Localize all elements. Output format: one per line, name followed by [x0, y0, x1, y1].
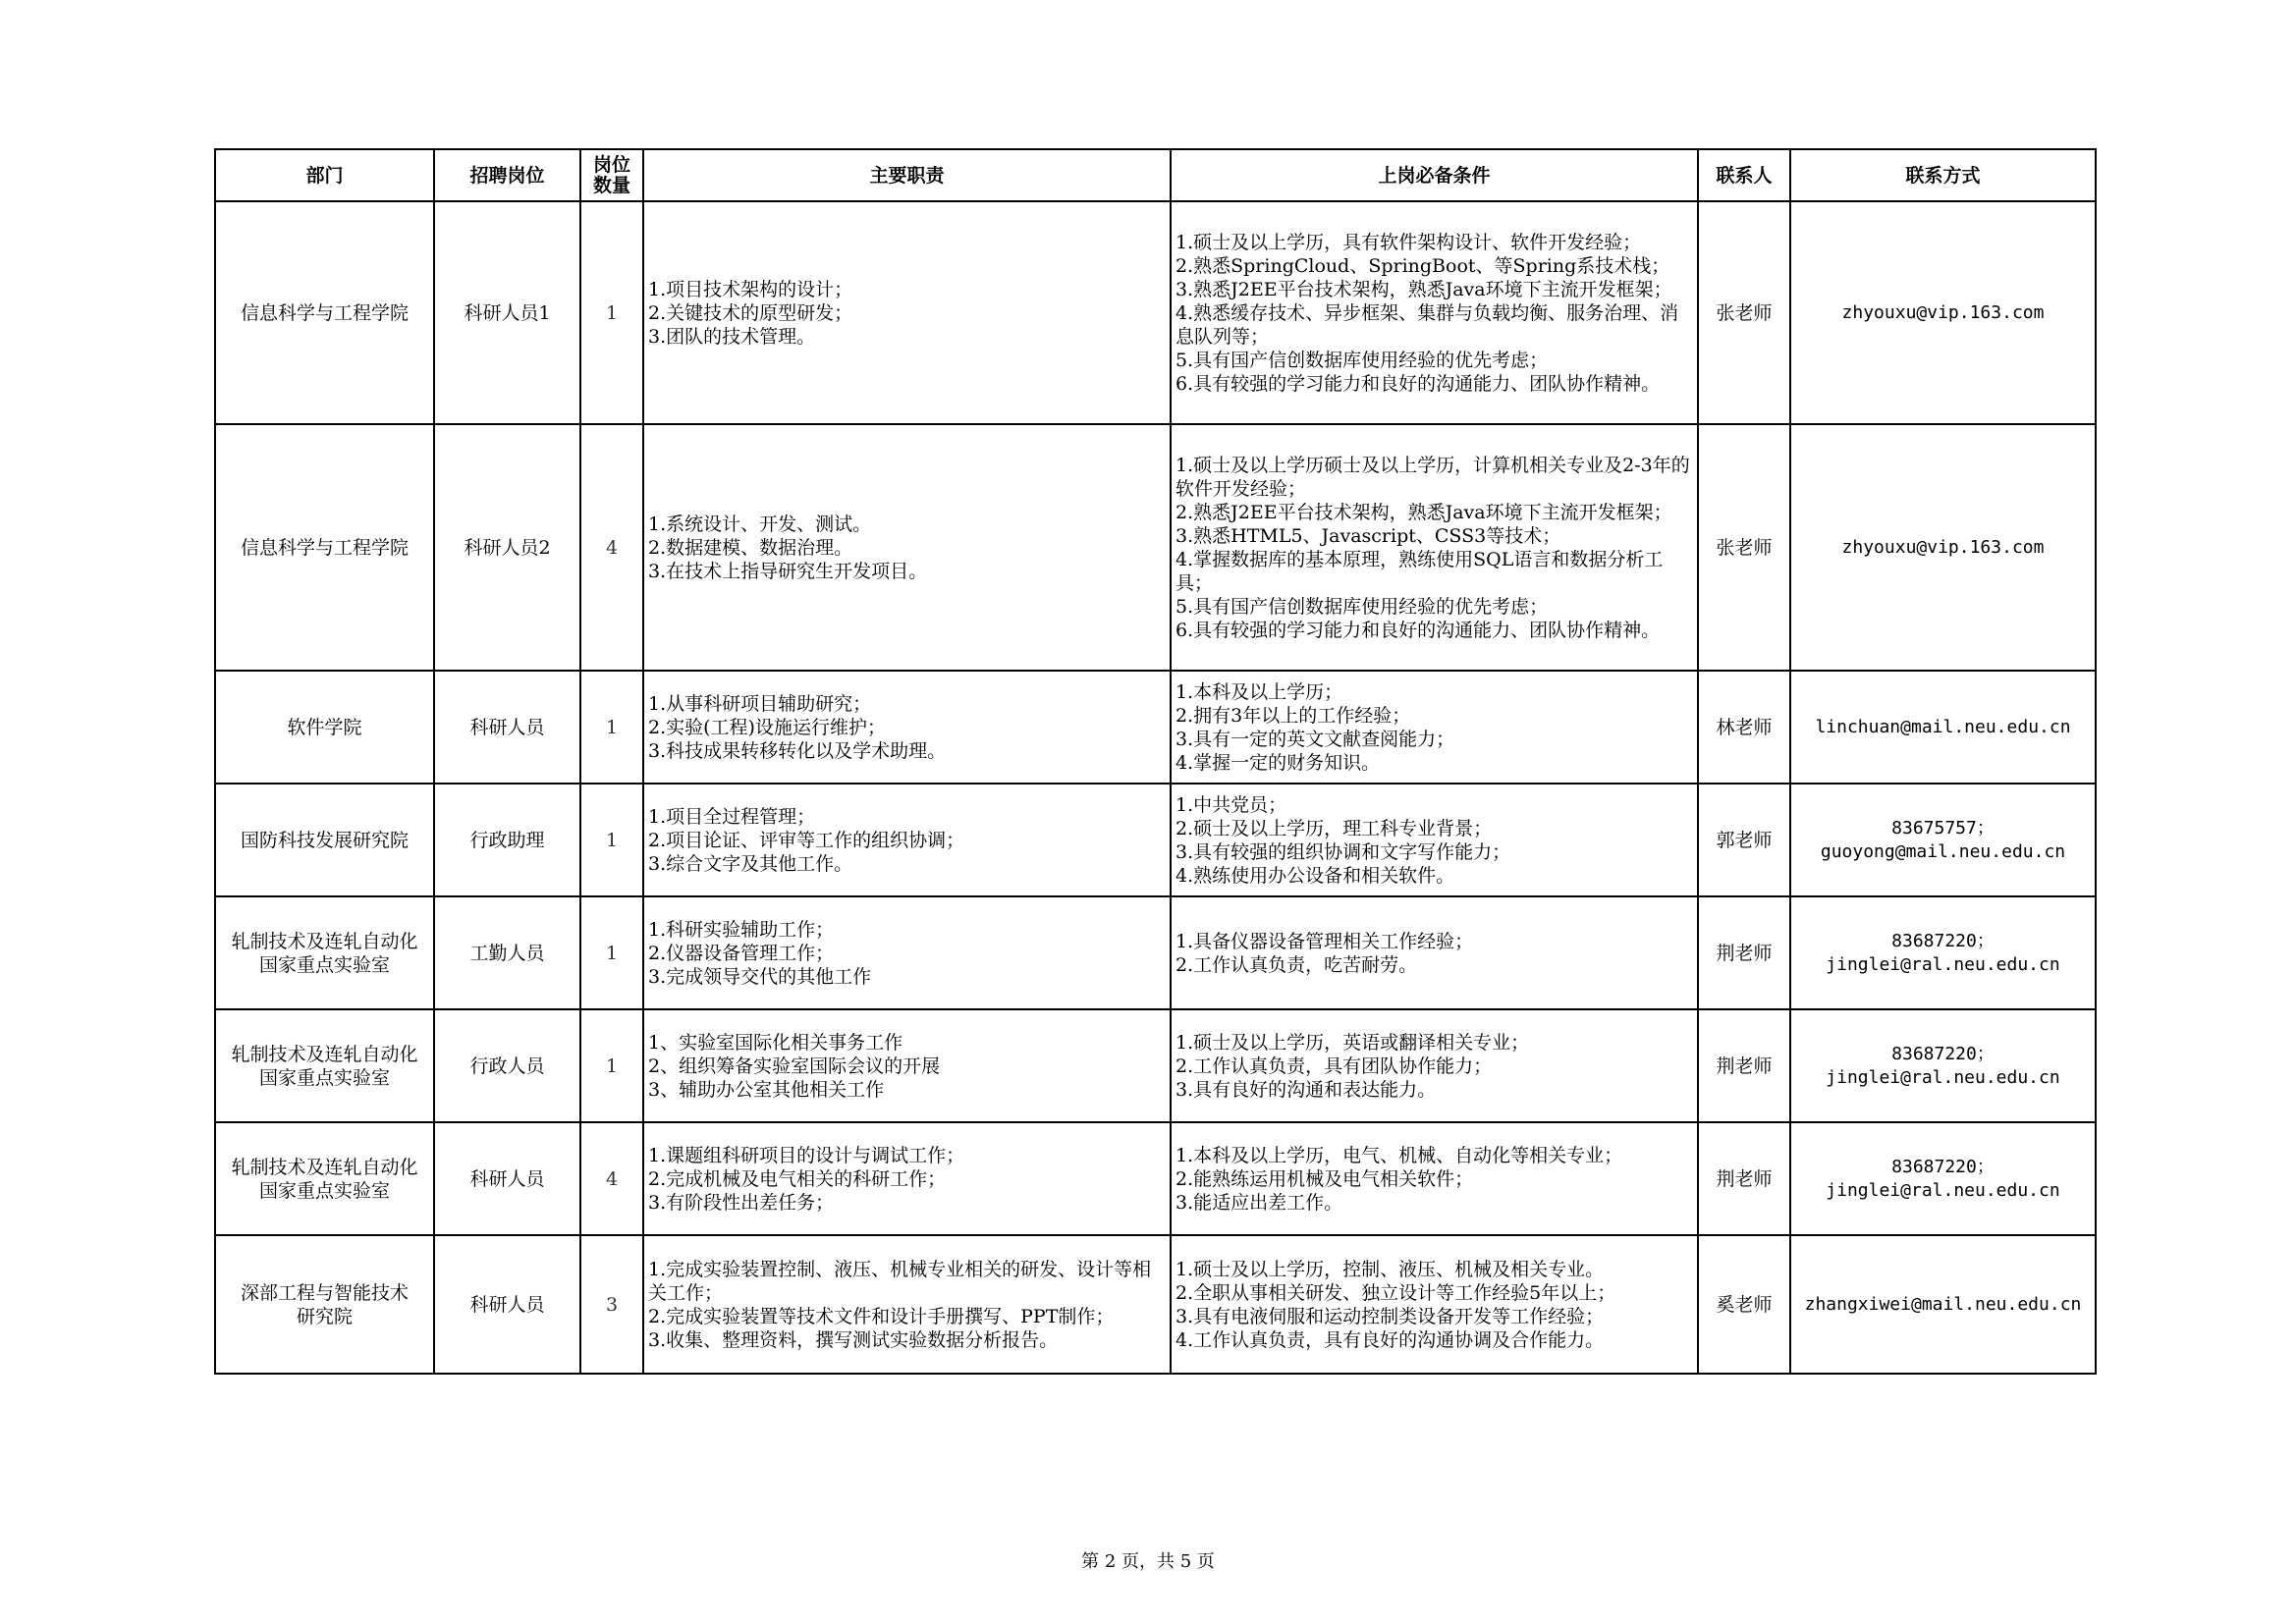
post-cell: 科研人员2 [434, 424, 580, 671]
page-number-footer: 第 2 页，共 5 页 [1081, 1551, 1215, 1572]
duties-cell: 1.完成实验装置控制、液压、机械专业相关的研发、设计等相关工作； 2.完成实验装置等技术文件和设计手册撰写、PPT制作； 3.收集、整理资料，撰写测试实验数据分析报告。 [643, 1235, 1171, 1374]
count-cell: 1 [580, 1009, 643, 1122]
contact-method-cell: 83687220； jinglei@ral.neu.edu.cn [1790, 1009, 2096, 1122]
count-cell: 4 [580, 1122, 643, 1235]
contact-method-cell: 83687220； jinglei@ral.neu.edu.cn [1790, 896, 2096, 1009]
dept-cell: 轧制技术及连轧自动化 国家重点实验室 [215, 1122, 434, 1235]
requirements-cell: 1.本科及以上学历，电气、机械、自动化等相关专业； 2.能熟练运用机械及电气相关软件； 3.能适应出差工作。 [1171, 1122, 1698, 1235]
table-row [215, 1235, 2096, 1374]
contact-person-cell: 郭老师 [1698, 784, 1790, 896]
duties-cell: 1.从事科研项目辅助研究； 2.实验(工程)设施运行维护； 3.科技成果转移转化以及学术助理。 [643, 671, 1171, 784]
post-cell: 科研人员 [434, 1235, 580, 1374]
table-row [215, 896, 2096, 1009]
requirements-cell: 1.硕士及以上学历硕士及以上学历，计算机相关专业及2-3年的软件开发经验； 2.熟悉J2EE平台技术架构，熟悉Java环境下主流开发框架； 3.熟悉HTML5、Javascript、CSS3等技术； 4.掌握数据库的基本原理，熟练使用SQL语言和数据分析工具； 5.具有国产信创数据库使用经验的优先考虑； 6.具有较强的学习能力和良好的沟通能力、团队协作精神。 [1171, 424, 1698, 671]
requirements-cell: 1.中共党员； 2.硕士及以上学历，理工科专业背景； 3.具有较强的组织协调和文字写作能力； 4.熟练使用办公设备和相关软件。 [1171, 784, 1698, 896]
header-dept: 部门 [215, 149, 434, 201]
table-row [215, 201, 2096, 424]
contact-method-cell: zhangxiwei@mail.neu.edu.cn [1790, 1235, 2096, 1374]
requirements-cell: 1.硕士及以上学历，英语或翻译相关专业； 2.工作认真负责，具有团队协作能力； 3.具有良好的沟通和表达能力。 [1171, 1009, 1698, 1122]
post-cell: 行政人员 [434, 1009, 580, 1122]
dept-cell: 深部工程与智能技术 研究院 [215, 1235, 434, 1374]
dept-cell: 信息科学与工程学院 [215, 201, 434, 424]
duties-cell: 1.项目技术架构的设计； 2.关键技术的原型研发； 3.团队的技术管理。 [643, 201, 1171, 424]
post-cell: 行政助理 [434, 784, 580, 896]
count-cell: 1 [580, 671, 643, 784]
requirements-cell: 1.本科及以上学历； 2.拥有3年以上的工作经验； 3.具有一定的英文文献查阅能力； 4.掌握一定的财务知识。 [1171, 671, 1698, 784]
count-cell: 4 [580, 424, 643, 671]
count-cell: 1 [580, 896, 643, 1009]
table-row [215, 784, 2096, 896]
contact-person-cell: 张老师 [1698, 424, 1790, 671]
header-post: 招聘岗位 [434, 149, 580, 201]
duties-cell: 1.项目全过程管理； 2.项目论证、评审等工作的组织协调； 3.综合文字及其他工作。 [643, 784, 1171, 896]
count-cell: 1 [580, 784, 643, 896]
contact-method-cell: zhyouxu@vip.163.com [1790, 201, 2096, 424]
contact-person-cell: 奚老师 [1698, 1235, 1790, 1374]
contact-person-cell: 荆老师 [1698, 896, 1790, 1009]
duties-cell: 1.课题组科研项目的设计与调试工作； 2.完成机械及电气相关的科研工作； 3.有阶段性出差任务； [643, 1122, 1171, 1235]
dept-cell: 软件学院 [215, 671, 434, 784]
dept-cell: 轧制技术及连轧自动化 国家重点实验室 [215, 1009, 434, 1122]
post-cell: 科研人员 [434, 1122, 580, 1235]
table-row [215, 424, 2096, 671]
post-cell: 科研人员 [434, 671, 580, 784]
table-row [215, 671, 2096, 784]
duties-cell: 1.科研实验辅助工作； 2.仪器设备管理工作； 3.完成领导交代的其他工作 [643, 896, 1171, 1009]
contact-person-cell: 张老师 [1698, 201, 1790, 424]
header-count: 岗位 数量 [580, 149, 643, 201]
contact-method-cell: 83675757； guoyong@mail.neu.edu.cn [1790, 784, 2096, 896]
contact-person-cell: 林老师 [1698, 671, 1790, 784]
requirements-cell: 1.具备仪器设备管理相关工作经验； 2.工作认真负责，吃苦耐劳。 [1171, 896, 1698, 1009]
contact-method-cell: linchuan@mail.neu.edu.cn [1790, 671, 2096, 784]
count-cell: 1 [580, 201, 643, 424]
duties-cell: 1.系统设计、开发、测试。 2.数据建模、数据治理。 3.在技术上指导研究生开发项目。 [643, 424, 1171, 671]
table-row [215, 1122, 2096, 1235]
header-requirements: 上岗必备条件 [1171, 149, 1698, 201]
duties-cell: 1、实验室国际化相关事务工作 2、组织筹备实验室国际会议的开展 3、辅助办公室其他相关工作 [643, 1009, 1171, 1122]
contact-method-cell: 83687220； jinglei@ral.neu.edu.cn [1790, 1122, 2096, 1235]
header-duties: 主要职责 [643, 149, 1171, 201]
contact-person-cell: 荆老师 [1698, 1009, 1790, 1122]
dept-cell: 国防科技发展研究院 [215, 784, 434, 896]
requirements-cell: 1.硕士及以上学历，控制、液压、机械及相关专业。 2.全职从事相关研发、独立设计等工作经验5年以上； 3.具有电液伺服和运动控制类设备开发等工作经验； 4.工作认真负责，具有良好的沟通协调及合作能力。 [1171, 1235, 1698, 1374]
count-cell: 3 [580, 1235, 643, 1374]
contact-person-cell: 荆老师 [1698, 1122, 1790, 1235]
requirements-cell: 1.硕士及以上学历，具有软件架构设计、软件开发经验； 2.熟悉SpringCloud、SpringBoot、等Spring系技术栈； 3.熟悉J2EE平台技术架构，熟悉Java环境下主流开发框架； 4.熟悉缓存技术、异步框架、集群与负载均衡、服务治理、消息队列等； 5.具有国产信创数据库使用经验的优先考虑； 6.具有较强的学习能力和良好的沟通能力、团队协作精神。 [1171, 201, 1698, 424]
post-cell: 科研人员1 [434, 201, 580, 424]
table-header-row [215, 149, 2096, 201]
table-row [215, 1009, 2096, 1122]
dept-cell: 信息科学与工程学院 [215, 424, 434, 671]
recruitment-table [214, 148, 2097, 1375]
header-contact-method: 联系方式 [1790, 149, 2096, 201]
contact-method-cell: zhyouxu@vip.163.com [1790, 424, 2096, 671]
post-cell: 工勤人员 [434, 896, 580, 1009]
header-contact-person: 联系人 [1698, 149, 1790, 201]
dept-cell: 轧制技术及连轧自动化 国家重点实验室 [215, 896, 434, 1009]
